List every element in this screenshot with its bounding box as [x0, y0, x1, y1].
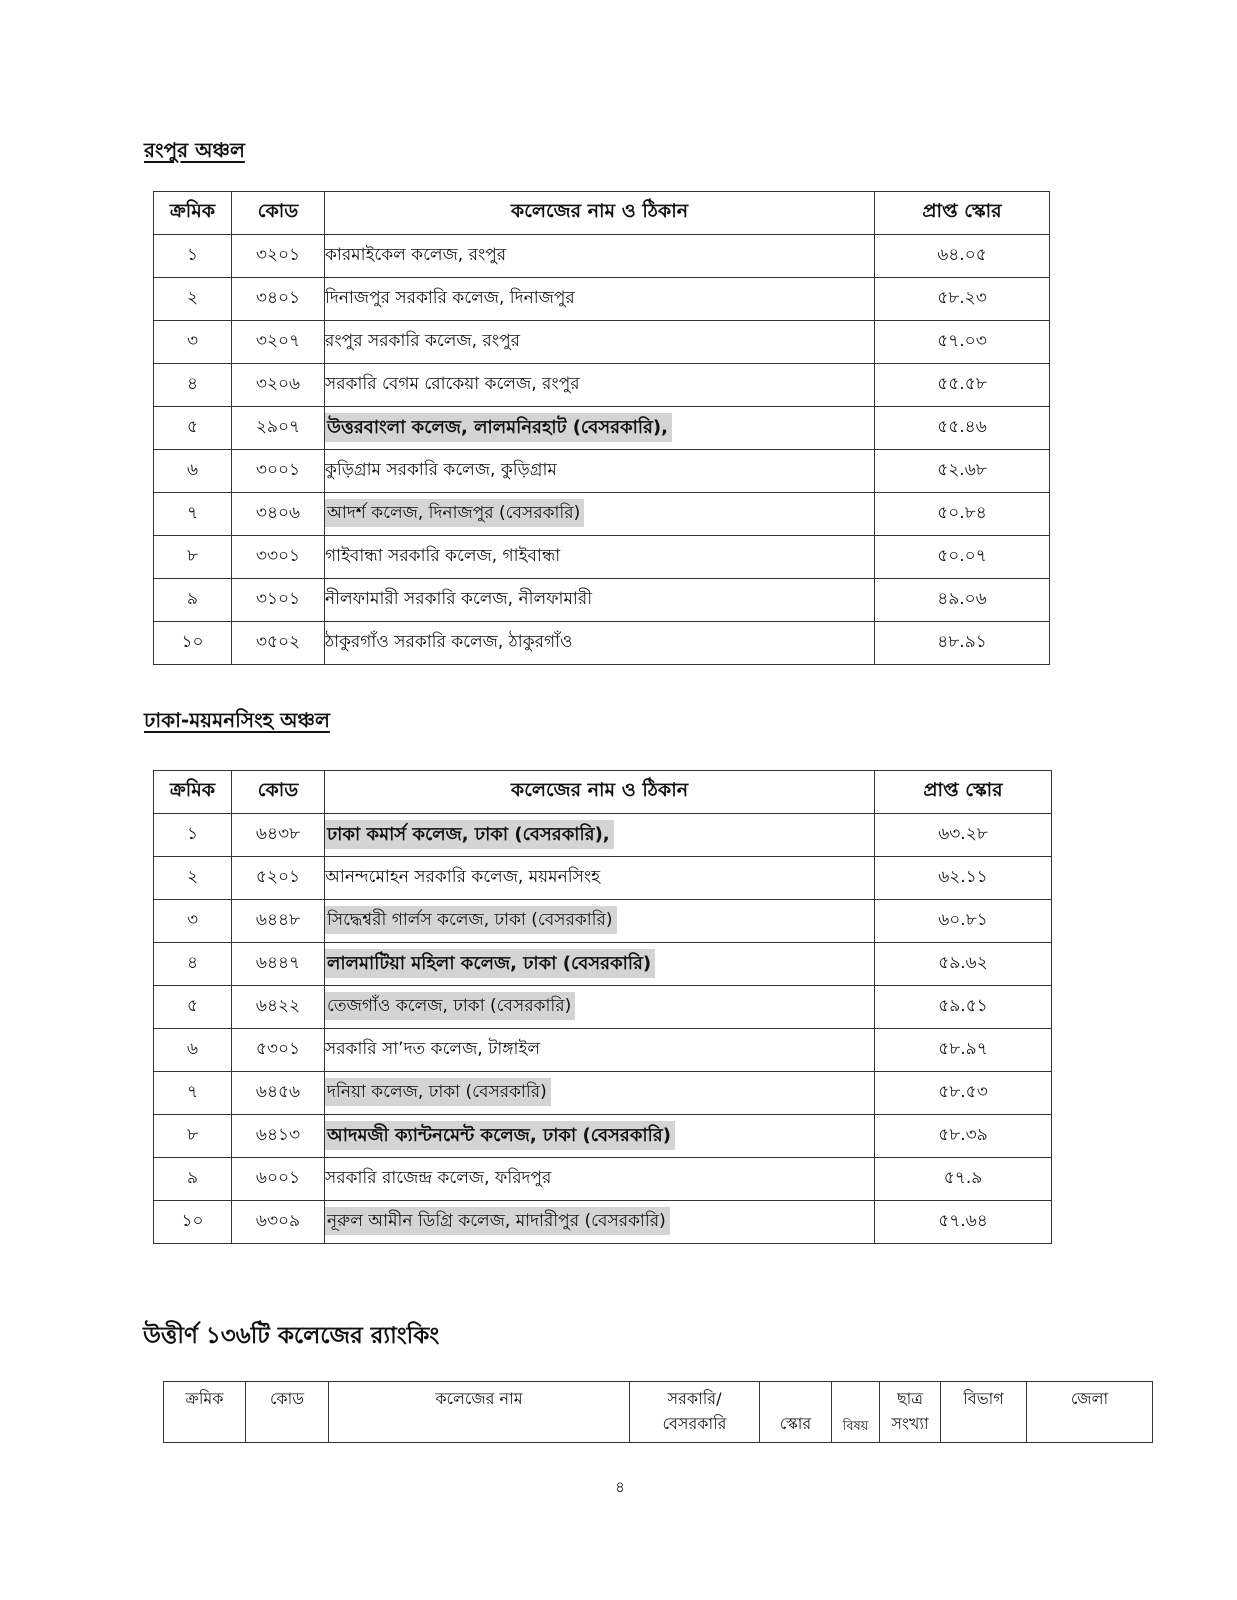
cell-college-name: [325, 1201, 875, 1244]
header-score-label: স্কোর: [779, 1414, 812, 1433]
highlighted-college-name: দনিয়া কলেজ, ঢাকা (বেসরকারি): [325, 1078, 551, 1106]
header-score: [760, 1382, 832, 1443]
page-number: ৪: [615, 1478, 625, 1496]
table-row: [154, 900, 1052, 943]
cell-college-name: সরকারি রাজেন্দ্র কলেজ, ফরিদপুর: [325, 1158, 875, 1201]
table-header-row: [164, 1382, 1153, 1443]
cell-score: ৫৮.৩৯: [875, 1115, 1052, 1158]
cell-score: ৫২.৬৮: [875, 450, 1050, 493]
header-govt-label: সরকারি/: [667, 1389, 722, 1408]
cell-college-name: [325, 943, 875, 986]
header-students-label-bottom: সংখ্যা: [891, 1414, 929, 1433]
header-division-label: বিভাগ: [963, 1389, 1004, 1408]
table-row: [154, 278, 1050, 321]
cell-college-name: [325, 900, 875, 943]
cell-code: ৩১০১: [232, 579, 325, 622]
header-college-name: [329, 1382, 630, 1443]
cell-code: ৫৩০১: [232, 1029, 325, 1072]
table-row: [154, 943, 1052, 986]
header-serial: ক্রমিক: [154, 771, 232, 814]
cell-serial: ২: [154, 857, 232, 900]
cell-score: ৬৩.২৮: [875, 814, 1052, 857]
header-serial-label: ক্রমিক: [185, 1389, 224, 1408]
cell-serial: ৯: [154, 1158, 232, 1201]
header-score: প্রাপ্ত স্কোর: [875, 771, 1052, 814]
header-students: [880, 1382, 941, 1443]
cell-code: ৩২০৬: [232, 364, 325, 407]
cell-score: ৫৮.৫৩: [875, 1072, 1052, 1115]
cell-serial: ৭: [154, 493, 232, 536]
section-title-rangpur: রংপুর অঞ্চল: [144, 138, 245, 162]
cell-code: ৬৩০৯: [232, 1201, 325, 1244]
cell-score: ৪৮.৯১: [875, 622, 1050, 665]
cell-college-name: [325, 1115, 875, 1158]
table-row: [154, 622, 1050, 665]
cell-code: ৩২০৭: [232, 321, 325, 364]
cell-code: ৫২০১: [232, 857, 325, 900]
table-row: [154, 235, 1050, 278]
table-row: [154, 1115, 1052, 1158]
header-district: [1027, 1382, 1153, 1443]
header-division: [941, 1382, 1027, 1443]
cell-college-name: সরকারি সা’দত কলেজ, টাঙ্গাইল: [325, 1029, 875, 1072]
highlighted-college-name: সিদ্ধেশ্বরী গার্লস কলেজ, ঢাকা (বেসরকারি): [325, 906, 617, 934]
table-row: [154, 814, 1052, 857]
cell-college-name: কারমাইকেল কলেজ, রংপুর: [325, 235, 875, 278]
cell-score: ৫০.৮৪: [875, 493, 1050, 536]
highlighted-college-name: উত্তরবাংলা কলেজ, লালমনিরহাট (বেসরকারি),: [325, 413, 672, 442]
cell-score: ৫৭.০৩: [875, 321, 1050, 364]
cell-serial: ৩: [154, 321, 232, 364]
table-row: [154, 407, 1050, 450]
cell-code: ৬৪৫৬: [232, 1072, 325, 1115]
highlighted-college-name: লালমাটিয়া মহিলা কলেজ, ঢাকা (বেসরকারি): [325, 949, 655, 978]
table-row: [154, 1072, 1052, 1115]
cell-serial: ৬: [154, 450, 232, 493]
table-row: [154, 1201, 1052, 1244]
cell-serial: ৫: [154, 986, 232, 1029]
cell-college-name: গাইবান্ধা সরকারি কলেজ, গাইবান্ধা: [325, 536, 875, 579]
cell-serial: ৭: [154, 1072, 232, 1115]
cell-college-name: [325, 407, 875, 450]
highlighted-college-name: আদমজী ক্যান্টনমেন্ট কলেজ, ঢাকা (বেসরকারি): [325, 1121, 675, 1150]
table-row: [154, 493, 1050, 536]
cell-score: ৬০.৮১: [875, 900, 1052, 943]
header-students-label-top: ছাত্র: [896, 1389, 924, 1408]
header-subject: [832, 1382, 880, 1443]
cell-score: ৬২.১১: [875, 857, 1052, 900]
header-serial: [164, 1382, 246, 1443]
header-district-label: জেলা: [1070, 1389, 1109, 1408]
header-college-name: কলেজের নাম ও ঠিকান: [325, 771, 875, 814]
section-title-dhaka: ঢাকা-ময়মনসিংহ অঞ্চল: [144, 708, 330, 732]
cell-score: ৫৭.৬৪: [875, 1201, 1052, 1244]
cell-score: ৫৫.৪৬: [875, 407, 1050, 450]
cell-college-name: আনন্দমোহন সরকারি কলেজ, ময়মনসিংহ: [325, 857, 875, 900]
cell-score: ৪৯.০৬: [875, 579, 1050, 622]
cell-college-name: [325, 1072, 875, 1115]
cell-code: ৩৩০১: [232, 536, 325, 579]
cell-code: ৩৫০২: [232, 622, 325, 665]
cell-score: ৫০.০৭: [875, 536, 1050, 579]
cell-serial: ৯: [154, 579, 232, 622]
table-row: [154, 857, 1052, 900]
table-row: [154, 1158, 1052, 1201]
cell-code: ৩৪০১: [232, 278, 325, 321]
cell-serial: ১০: [154, 622, 232, 665]
cell-college-name: ঠাকুরগাঁও সরকারি কলেজ, ঠাকুরগাঁও: [325, 622, 875, 665]
table-header-row: [154, 192, 1050, 235]
cell-serial: ১: [154, 814, 232, 857]
header-college-name-label: কলেজের নাম: [435, 1389, 523, 1408]
highlighted-college-name: ঢাকা কমার্স কলেজ, ঢাকা (বেসরকারি),: [325, 820, 614, 849]
cell-college-name: দিনাজপুর সরকারি কলেজ, দিনাজপুর: [325, 278, 875, 321]
header-score: প্রাপ্ত স্কোর: [875, 192, 1050, 235]
cell-college-name: কুড়িগ্রাম সরকারি কলেজ, কুড়িগ্রাম: [325, 450, 875, 493]
cell-code: ৩২০১: [232, 235, 325, 278]
header-college-name: কলেজের নাম ও ঠিকান: [325, 192, 875, 235]
cell-code: ৬৪৪৮: [232, 900, 325, 943]
cell-college-name: রংপুর সরকারি কলেজ, রংপুর: [325, 321, 875, 364]
cell-serial: ১০: [154, 1201, 232, 1244]
cell-score: ৫৮.২৩: [875, 278, 1050, 321]
header-code: কোড: [232, 192, 325, 235]
highlighted-college-name: তেজগাঁও কলেজ, ঢাকা (বেসরকারি): [325, 992, 575, 1020]
cell-score: ৫৯.৬২: [875, 943, 1052, 986]
cell-college-name: [325, 814, 875, 857]
header-govt-private: [630, 1382, 760, 1443]
header-code: [246, 1382, 329, 1443]
cell-college-name: সরকারি বেগম রোকেয়া কলেজ, রংপুর: [325, 364, 875, 407]
cell-college-name: [325, 493, 875, 536]
header-code-label: কোড: [269, 1389, 305, 1408]
cell-code: ৬৪৪৭: [232, 943, 325, 986]
header-code: কোড: [232, 771, 325, 814]
table-row: [154, 986, 1052, 1029]
table-row: [154, 536, 1050, 579]
cell-serial: ৫: [154, 407, 232, 450]
cell-serial: ৮: [154, 1115, 232, 1158]
header-subject-label: বিষয়: [842, 1419, 869, 1434]
cell-serial: ৪: [154, 364, 232, 407]
table-header-row: [154, 771, 1052, 814]
cell-serial: ৮: [154, 536, 232, 579]
cell-serial: ৬: [154, 1029, 232, 1072]
table-row: [154, 450, 1050, 493]
table-row: [154, 321, 1050, 364]
header-serial: ক্রমিক: [154, 192, 232, 235]
table-row: [154, 1029, 1052, 1072]
cell-serial: ৩: [154, 900, 232, 943]
highlighted-college-name: আদর্শ কলেজ, দিনাজপুর (বেসরকারি): [325, 499, 584, 527]
table-row: [154, 579, 1050, 622]
cell-college-name: [325, 986, 875, 1029]
cell-college-name: নীলফামারী সরকারি কলেজ, নীলফামারী: [325, 579, 875, 622]
cell-code: ৩৪০৬: [232, 493, 325, 536]
cell-code: ৩০০১: [232, 450, 325, 493]
dhaka-table: [153, 770, 1052, 1244]
table-row: [154, 364, 1050, 407]
cell-code: ৬৪২২: [232, 986, 325, 1029]
cell-code: ৬৪৩৮: [232, 814, 325, 857]
header-private-label: বেসরকারি: [662, 1414, 727, 1433]
highlighted-college-name: নূরুল আমীন ডিগ্রি কলেজ, মাদারীপুর (বেসরকারি): [325, 1207, 670, 1235]
cell-score: ৫৮.৯৭: [875, 1029, 1052, 1072]
cell-serial: ২: [154, 278, 232, 321]
cell-score: ৫৫.৫৮: [875, 364, 1050, 407]
cell-serial: ৪: [154, 943, 232, 986]
cell-code: ৬০০১: [232, 1158, 325, 1201]
cell-code: ৬৪১৩: [232, 1115, 325, 1158]
cell-score: ৬৪.০৫: [875, 235, 1050, 278]
ranking-table: [163, 1381, 1153, 1443]
ranking-heading: উত্তীর্ণ ১৩৬টি কলেজের র‌্যাংকিং: [143, 1323, 440, 1349]
cell-score: ৫৭.৯: [875, 1158, 1052, 1201]
cell-code: ২৯০৭: [232, 407, 325, 450]
cell-serial: ১: [154, 235, 232, 278]
cell-score: ৫৯.৫১: [875, 986, 1052, 1029]
rangpur-table: [153, 191, 1050, 665]
